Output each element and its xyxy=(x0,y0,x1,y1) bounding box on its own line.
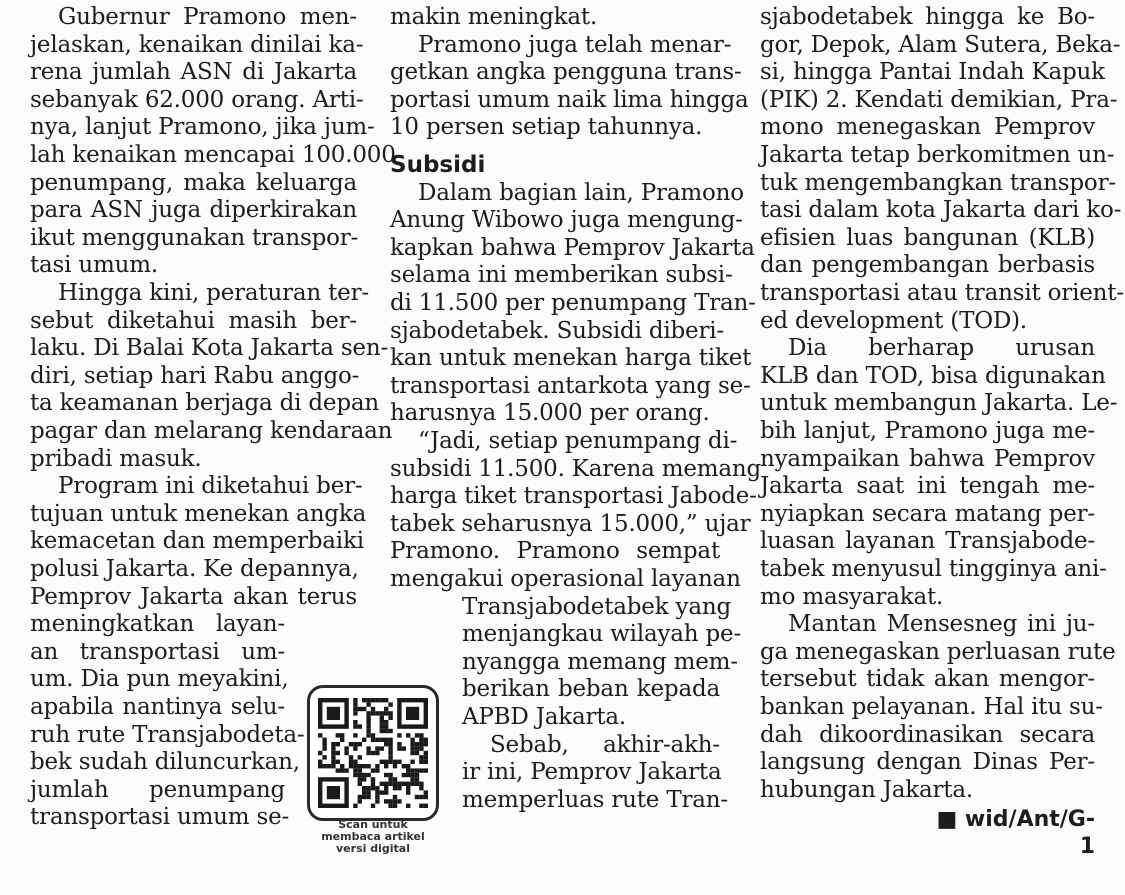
text-line: efisien luas bangunan (KLB) xyxy=(760,224,1095,251)
text-line: KLB dan TOD, bisa digunakan xyxy=(760,362,1106,389)
text-line: Anung Wibowo juga mengung- xyxy=(390,207,743,234)
text-line: kan untuk menekan harga tiket xyxy=(390,345,752,372)
text-line: nyampaikan bahwa Pemprov xyxy=(760,445,1095,472)
text-line: kemacetan dan memperbaiki xyxy=(30,528,364,555)
text-line: hubungan Jakarta. xyxy=(760,776,973,803)
text-line: (PIK) 2. Kendati demikian, Pra- xyxy=(760,86,1118,113)
text-line: untuk membangun Jakarta. Le- xyxy=(760,390,1118,417)
text-line: transportasi antarkota yang se- xyxy=(390,372,751,399)
text-line: bek sudah diluncurkan, xyxy=(30,749,300,776)
text-line: sebut diketahui masih ber- xyxy=(30,307,357,334)
qr-caption: Scan untuk membaca artikel versi digital xyxy=(321,818,425,855)
text-line: jumlah penumpang xyxy=(30,776,285,803)
text-line: getkan angka pengguna trans- xyxy=(390,59,742,86)
qr-code-icon xyxy=(318,698,428,808)
text-line: di 11.500 per penumpang Tran- xyxy=(390,290,756,316)
text-line: sjabodetabek hingga ke Bo- xyxy=(760,4,1095,30)
text-line: mengakui operasional layanan xyxy=(390,566,741,592)
text-line: Dia berharap urusan xyxy=(788,335,1095,362)
text-line: nya, lanjut Pramono, jika jum- xyxy=(30,114,375,141)
text-line: Pemprov Jakarta akan terus xyxy=(30,583,357,610)
text-line: Mantan Mensesneg ini ju- xyxy=(788,611,1095,638)
text-line: gor, Depok, Alam Sutera, Beka- xyxy=(760,31,1121,58)
author-signature: ■ wid/Ant/G-1 xyxy=(936,807,1095,860)
text-line: makin meningkat. xyxy=(390,4,598,30)
text-line: para ASN juga diperkirakan xyxy=(30,197,357,224)
text-line: Program ini diketahui ber- xyxy=(58,473,363,500)
text-line: luasan layanan Transjabode- xyxy=(760,528,1095,555)
text-line: bankan pelayanan. Hal itu su- xyxy=(760,694,1103,720)
text-line: tasi umum. xyxy=(30,252,158,279)
text-line: laku. Di Balai Kota Jakarta sen- xyxy=(30,335,389,362)
text-line: mono menegaskan Pemprov xyxy=(760,114,1095,141)
text-line: bih lanjut, Pramono juga me- xyxy=(760,418,1095,444)
text-line: diri, setiap hari Rabu anggo- xyxy=(30,362,360,389)
text-line: Pramono juga telah menar- xyxy=(418,31,732,58)
text-line: selama ini memberikan subsi- xyxy=(390,262,733,289)
text-line: pribadi masuk. xyxy=(30,445,202,472)
text-line: nyiapkan secara matang per- xyxy=(760,500,1095,527)
text-line: kapkan bahwa Pemprov Jakarta xyxy=(390,234,755,261)
text-line: Jakarta saat ini tengah me- xyxy=(760,473,1095,500)
text-line: ruh rute Transjabodeta- xyxy=(30,721,305,748)
text-line: Sebab, akhir-akh- xyxy=(490,731,720,758)
text-line: meningkatkan layan- xyxy=(30,611,285,638)
text-line: jelaskan, kenaikan dinilai ka- xyxy=(30,31,364,58)
text-line: “Jadi, setiap penumpang di- xyxy=(418,428,738,454)
text-line: tersebut tidak akan mengor- xyxy=(760,666,1095,693)
text-line: si, hingga Pantai Indah Kapuk xyxy=(760,59,1105,86)
text-line: langsung dengan Dinas Per- xyxy=(760,749,1095,776)
text-line: tabek menyusul tingginya ani- xyxy=(760,556,1107,582)
text-line: ta keamanan berjaga di depan xyxy=(30,390,379,417)
text-line: transportasi umum se- xyxy=(30,804,290,831)
text-line: tuk mengembangkan transpor- xyxy=(760,169,1116,196)
text-line: menjangkau wilayah pe- xyxy=(462,621,742,648)
text-line: transportasi atau transit orient- xyxy=(760,280,1124,306)
text-line: mo masyarakat. xyxy=(760,583,944,610)
text-line: nyangga memang mem- xyxy=(462,648,738,675)
text-line: ga menegaskan perluasan rute xyxy=(760,638,1116,665)
text-line: apabila nantinya selu- xyxy=(30,694,285,720)
text-line: ir ini, Pemprov Jakarta xyxy=(462,759,722,786)
text-line: an transportasi um- xyxy=(30,638,285,665)
text-line: dan pengembangan berbasis xyxy=(760,252,1095,279)
text-line: Transjabodetabek yang xyxy=(462,593,731,620)
text-line: lah kenaikan mencapai 100.000 xyxy=(30,142,396,168)
section-heading: Subsidi xyxy=(390,152,486,178)
text-line: Dalam bagian lain, Pramono xyxy=(418,179,744,206)
text-line: Pramono. Pramono sempat xyxy=(390,538,720,565)
text-line: Gubernur Pramono men- xyxy=(58,4,357,30)
text-line: um. Dia pun meyakini, xyxy=(30,666,289,693)
text-line: sjabodetabek. Subsidi diberi- xyxy=(390,317,724,344)
text-line: tujuan untuk menekan angka xyxy=(30,500,367,527)
qr-code-box[interactable] xyxy=(307,685,439,873)
text-line: 10 persen setiap tahunnya. xyxy=(390,114,703,141)
text-line: portasi umum naik lima hingga xyxy=(390,86,749,113)
text-line: memperluas rute Tran- xyxy=(462,786,728,813)
text-line: harga tiket transportasi Jabode- xyxy=(390,483,757,510)
text-line: tasi dalam kota Jakarta dari ko- xyxy=(760,197,1122,224)
text-line: harusnya 15.000 per orang. xyxy=(390,400,710,427)
text-line: penumpang, maka keluarga xyxy=(30,169,357,196)
text-line: pagar dan melarang kendaraan xyxy=(30,418,393,444)
text-line: sebanyak 62.000 orang. Arti- xyxy=(30,86,364,113)
text-line: tabek seharusnya 15.000,” ujar xyxy=(390,510,751,537)
text-line: subsidi 11.500. Karena memang xyxy=(390,455,762,482)
text-line: ikut menggunakan transpor- xyxy=(30,224,359,251)
text-line: APBD Jakarta. xyxy=(462,704,626,730)
text-line: rena jumlah ASN di Jakarta xyxy=(30,59,357,86)
text-line: dah dikoordinasikan secara xyxy=(760,721,1095,748)
text-line: polusi Jakarta. Ke depannya, xyxy=(30,556,359,582)
text-line: Jakarta tetap berkomitmen un- xyxy=(760,142,1115,168)
text-line: ed development (TOD). xyxy=(760,307,1027,334)
text-line: berikan beban kepada xyxy=(462,676,720,703)
text-line: Hingga kini, peraturan ter- xyxy=(58,280,369,306)
qr-frame xyxy=(307,685,439,821)
